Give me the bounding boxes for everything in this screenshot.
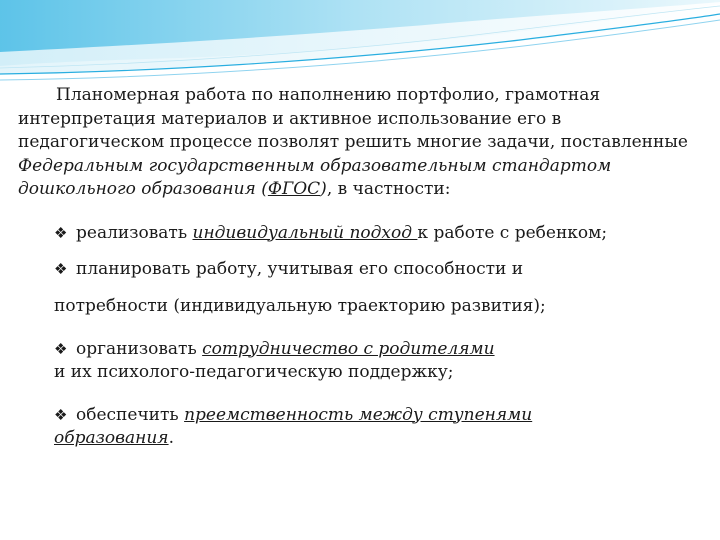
fgos-abbreviation: ФГОС: [267, 179, 321, 199]
intro-tail: , в частности:: [326, 179, 451, 199]
bullet-text: организовать: [76, 338, 203, 359]
bullet-text: обеспечить: [76, 404, 185, 425]
diamond-bullet-icon: ❖: [54, 223, 68, 242]
bullet-text-continued: потребности (индивидуальную траекторию развития);: [54, 295, 546, 316]
list-item: [54, 222, 708, 245]
diamond-bullet-icon: ❖: [54, 405, 68, 424]
list-item: [54, 258, 708, 318]
bullet-text: реализовать: [76, 222, 193, 243]
slide-content: [18, 84, 708, 450]
term-continuity: преемственность между ступенями: [184, 404, 533, 425]
task-list: [18, 222, 708, 450]
term-education: образования: [54, 427, 169, 448]
fgos-standard-name: Федеральным государственным образовательным стандартом дошкольного образования (: [18, 155, 612, 199]
bullet-text: планировать работу, учитывая его способности и: [76, 258, 524, 279]
fgos-close-paren: ): [320, 179, 327, 199]
list-item: [54, 404, 708, 450]
list-item: [54, 338, 708, 384]
term-individual-approach: индивидуальный подход: [192, 222, 418, 243]
intro-paragraph: [18, 84, 708, 202]
bullet-text-continued: и их психолого-педагогическую поддержку;: [54, 361, 454, 382]
diamond-bullet-icon: ❖: [54, 259, 68, 278]
bullet-text: к работе с ребенком;: [417, 222, 608, 243]
diamond-bullet-icon: ❖: [54, 339, 68, 358]
term-cooperation-with-parents: сотрудничество с родителями: [202, 338, 495, 359]
intro-text: Планомерная работа по наполнению портфолио, грамотная интерпретация материалов и активное использование его в педагогическом процессе позволят решить многие задачи, поставленные: [18, 85, 688, 152]
bullet-text: .: [168, 427, 174, 448]
